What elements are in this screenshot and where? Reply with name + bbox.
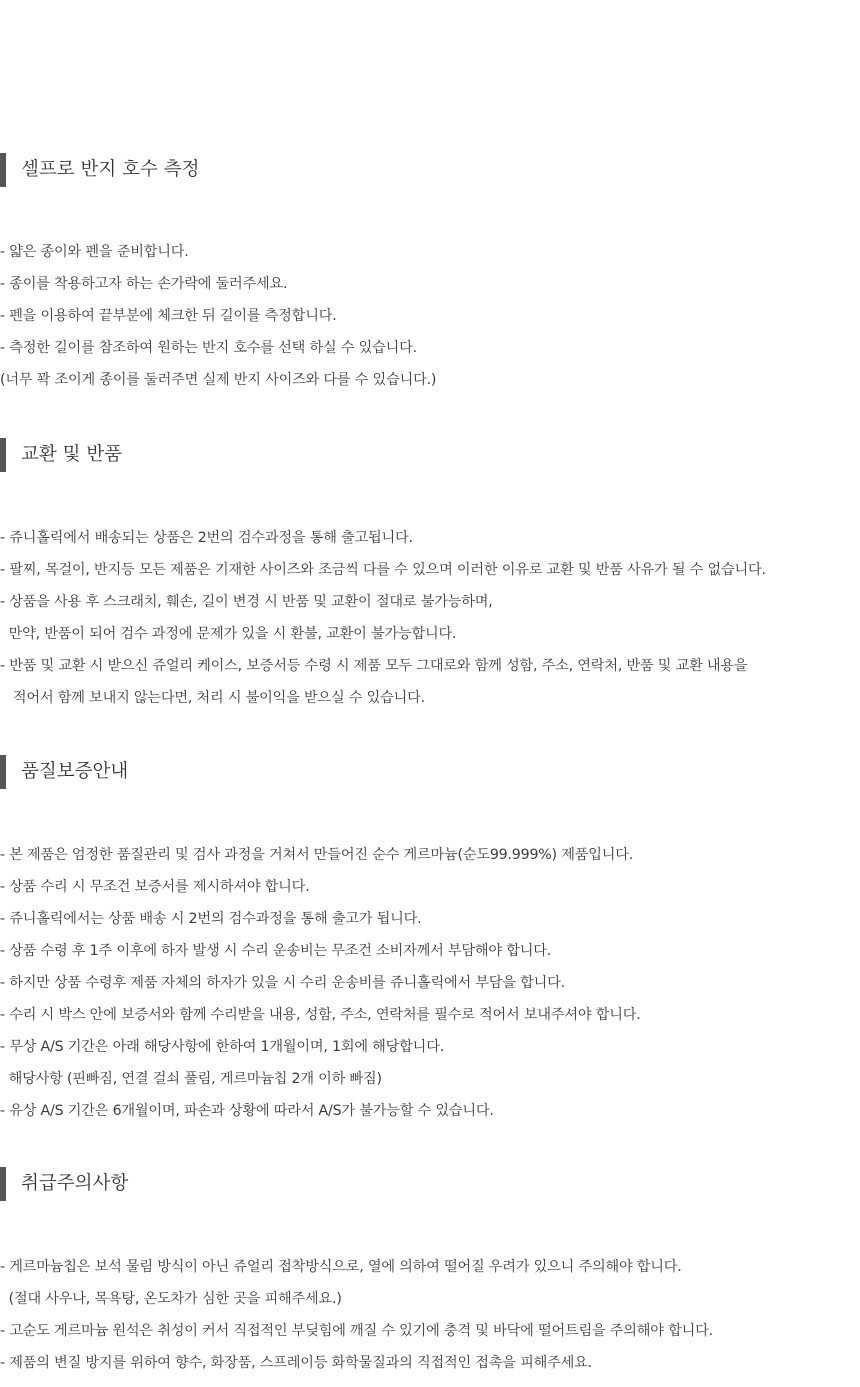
text-line: - 상품을 사용 후 스크래치, 훼손, 길이 변경 시 반품 및 교환이 절대로 불가능하며,: [0, 594, 493, 610]
text-line: - 상품 수령 후 1주 이후에 하자 발생 시 수리 운송비는 무조건 소비자께서 부담해야 합니다.: [0, 943, 552, 959]
text-line: - 팔찌, 목걸이, 반지등 모든 제품은 기재한 사이즈와 조금씩 다를 수 있으며 이러한 이유로 교환 및 반품 사유가 될 수 없습니다.: [0, 562, 766, 578]
text-line: (너무 꽉 조이게 종이를 둘러주면 실제 반지 사이즈와 다를 수 있습니다.): [0, 372, 437, 388]
section-header: [0, 755, 860, 789]
section-quality-guarantee: [0, 755, 860, 1119]
section-title: 취급주의사항: [21, 1173, 129, 1194]
section-bar: [0, 755, 6, 789]
text-line: 적어서 함께 보내지 않는다면, 처리 시 불이익을 받으실 수 있습니다.: [0, 690, 425, 706]
text-line: 만약, 반품이 되어 검수 과정에 문제가 있을 시 환불, 교환이 불가능합니다.: [0, 626, 457, 642]
section-header: [0, 153, 860, 187]
text-line: - 수리 시 박스 안에 보증서와 함께 수리받을 내용, 성함, 주소, 연락처를 필수로 적어서 보내주셔야 합니다.: [0, 1007, 641, 1023]
text-line: - 고순도 게르마늄 원석은 취성이 커서 직접적인 부딪힘에 깨질 수 있기에 충격 및 바닥에 떨어트림을 주의해야 합니다.: [0, 1323, 713, 1339]
section-bar: [0, 1167, 6, 1201]
text-line: - 펜을 이용하여 끝부분에 체크한 뒤 길이를 측정합니다.: [0, 308, 337, 324]
text-line: - 측정한 길이를 참조하여 원하는 반지 호수를 선택 하실 수 있습니다.: [0, 340, 417, 356]
section-header: [0, 1167, 860, 1201]
text-line: (절대 사우나, 목욕탕, 온도차가 심한 곳을 피해주세요.): [0, 1291, 342, 1307]
section-exchange-return: [0, 438, 860, 706]
section-bar: [0, 438, 6, 472]
text-line: - 하지만 상품 수령후 제품 자체의 하자가 있을 시 수리 운송비를 쥬니홀릭에서 부담을 합니다.: [0, 975, 565, 991]
section-header: [0, 438, 860, 472]
text-line: - 반품 및 교환 시 받으신 쥬얼리 케이스, 보증서등 수령 시 제품 모두 그대로와 함께 성함, 주소, 연락처, 반품 및 교환 내용을: [0, 658, 748, 674]
text-line: - 종이를 착용하고자 하는 손가락에 둘러주세요.: [0, 276, 288, 292]
text-line: - 무상 A/S 기간은 아래 해당사항에 한하여 1개월이며, 1회에 해당합니다.: [0, 1039, 445, 1055]
text-line: - 상품 수리 시 무조건 보증서를 제시하셔야 합니다.: [0, 879, 310, 895]
text-line: - 유상 A/S 기간은 6개월이며, 파손과 상황에 따라서 A/S가 불가능할 수 있습니다.: [0, 1103, 494, 1119]
section-title: 셀프로 반지 호수 측정: [21, 159, 200, 180]
section-title: 품질보증안내: [21, 761, 129, 782]
text-line: - 게르마늄칩은 보석 물림 방식이 아닌 쥬얼리 접착방식으로, 열에 의하여 떨어질 우려가 있으니 주의해야 합니다.: [0, 1259, 682, 1275]
text-line: - 쥬니홀릭에서는 상품 배송 시 2번의 검수과정을 통해 출고가 됩니다.: [0, 911, 422, 927]
text-line: - 제품의 변질 방지를 위하여 향수, 화장품, 스프레이등 화학물질과의 직접적인 접촉을 피해주세요.: [0, 1355, 592, 1371]
text-line: - 쥬니홀릭에서 배송되는 상품은 2번의 검수과정을 통해 출고됩니다.: [0, 530, 413, 546]
section-bar: [0, 153, 6, 187]
section-ring-size: [0, 153, 860, 388]
text-line: - 얇은 종이와 펜을 준비합니다.: [0, 244, 189, 260]
section-handling-caution: [0, 1167, 860, 1371]
section-title: 교환 및 반품: [21, 444, 123, 465]
text-line: 해당사항 (핀빠짐, 연결 걸쇠 풀림, 게르마늄칩 2개 이하 빠짐): [0, 1071, 382, 1087]
text-line: - 본 제품은 엄정한 품질관리 및 검사 과정을 거쳐서 만들어진 순수 게르마늄(순도99.999%) 제품입니다.: [0, 847, 634, 863]
